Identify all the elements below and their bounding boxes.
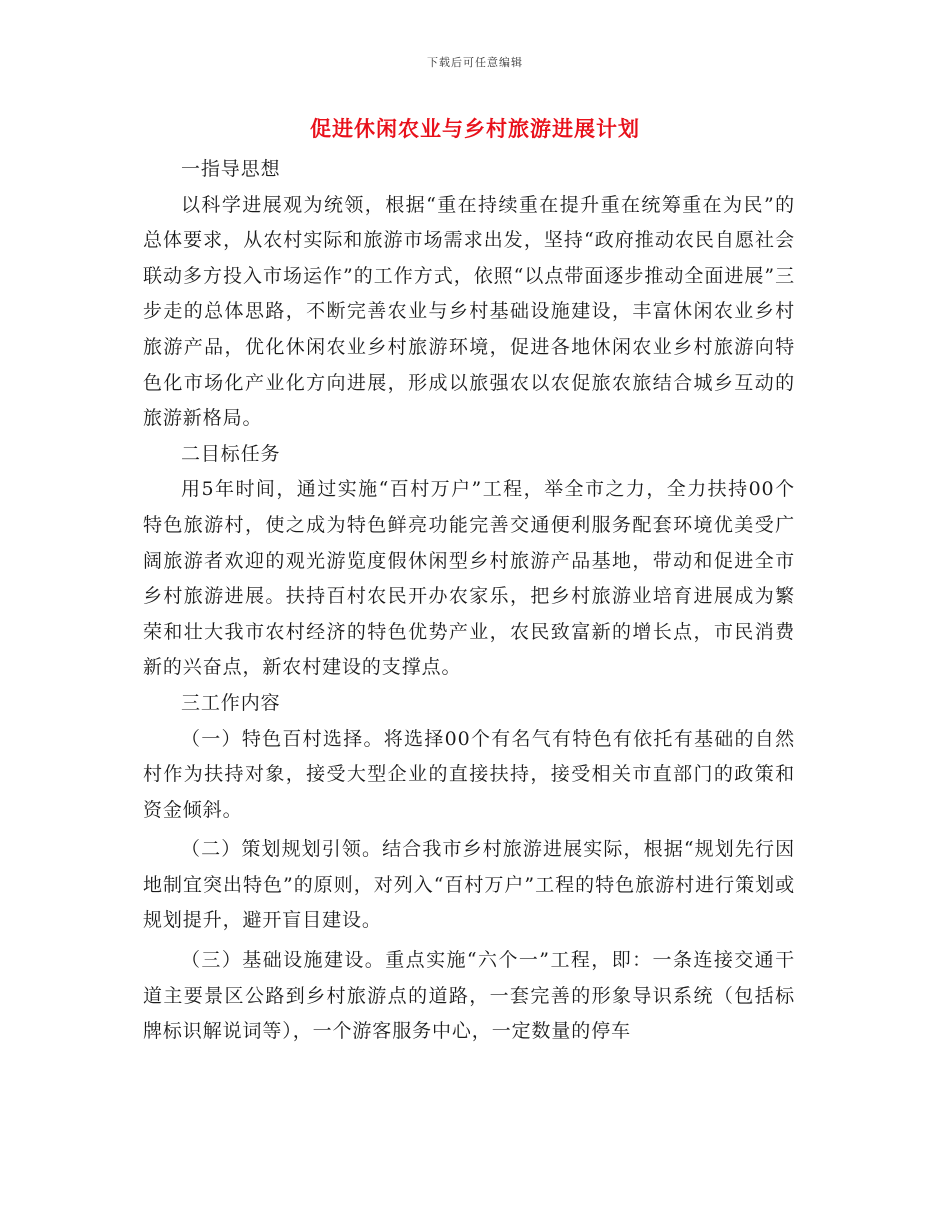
- section-heading-work-content: 三工作内容: [181, 691, 281, 714]
- document-title: 促进休闲农业与乡村旅游进展计划: [310, 116, 640, 141]
- section-heading-targets: 二目标任务: [181, 442, 281, 465]
- document-body: [143, 152, 795, 1050]
- section-heading-guiding-ideology: 一指导思想: [181, 158, 281, 180]
- paragraph-village-selection: （一）特色百村选择。将选择00个有名气有特色有依托有基础的自然村作为扶持对象，接受大型企业的直接扶持，接受相关市直部门的政策和资金倾斜。: [143, 727, 795, 821]
- paragraph-guiding-ideology: 以科学进展观为统领，根据“重在持续重在提升重在统筹重在为民”的总体要求，从农村实际和旅游市场需求出发，坚持“政府推动农民自愿社会联动多方投入市场运作”的工作方式，依照“以点带面逐步推动全面进展”三步走的总体思路，不断完善农业与乡村基础设施建设，丰富休闲农业乡村旅游产品，优化休闲农业乡村旅游环境，促进各地休闲农业乡村旅游向特色化市场化产业化方向进展，形成以旅强农以农促旅农旅结合城乡互动的旅游新格局。: [143, 193, 795, 430]
- paragraph-planning: （二）策划规划引领。结合我市乡村旅游进展实际，根据“规划先行因地制宜突出特色”的原则，对列入“百村万户”工程的特色旅游村进行策划或规划提升，避开盲目建设。: [143, 838, 795, 932]
- header-note: 下载后可任意编辑: [427, 56, 523, 69]
- paragraph-targets: 用5年时间，通过实施“百村万户”工程，举全市之力，全力扶持00个特色旅游村，使之成为特色鲜亮功能完善交通便利服务配套环境优美受广阔旅游者欢迎的观光游览度假休闲型乡村旅游产品基地，带动和促进全市乡村旅游进展。扶持百村农民开办农家乐，把乡村旅游业培育进展成为繁荣和壮大我市农村经济的特色优势产业，农民致富新的增长点，市民消费新的兴奋点，新农村建设的支撑点。: [143, 478, 795, 679]
- paragraph-infrastructure: （三）基础设施建设。重点实施“六个一”工程，即：一条连接交通干道主要景区公路到乡村旅游点的道路，一套完善的形象导识系统（包括标牌标识解说词等），一个游客服务中心，一定数量的停车: [143, 949, 795, 1043]
